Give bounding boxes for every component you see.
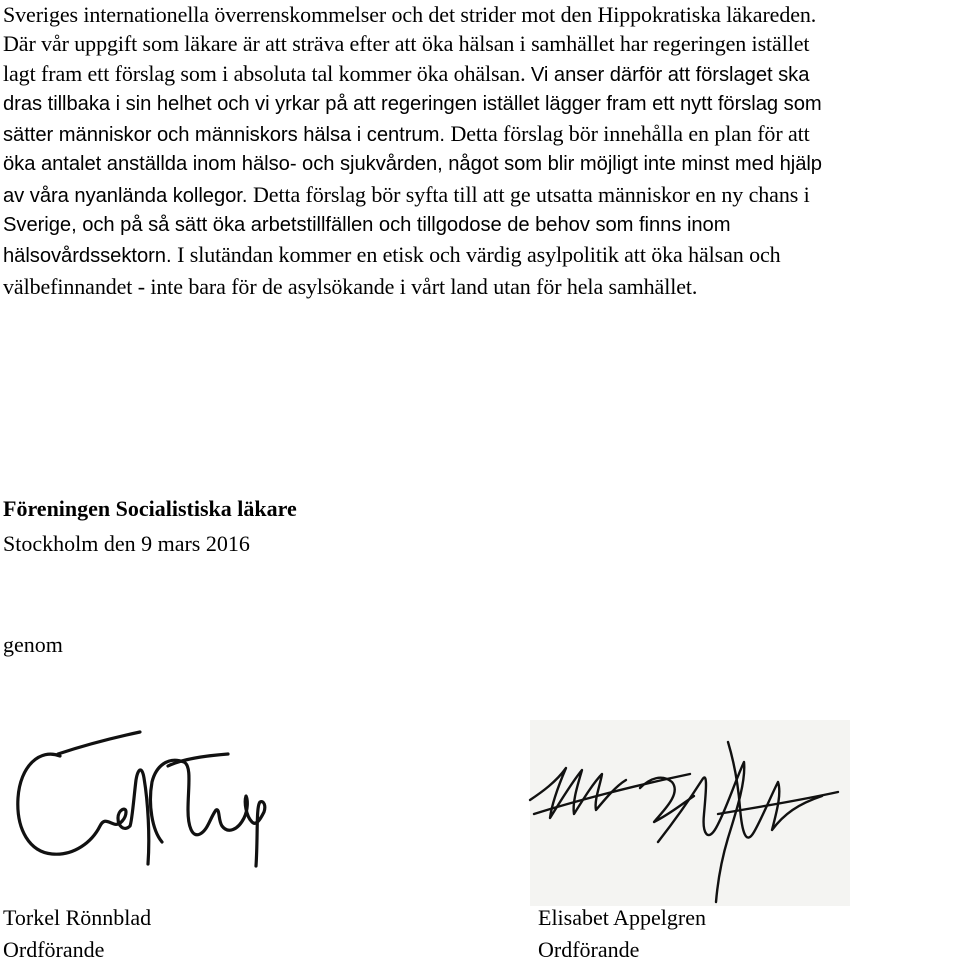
- body-line-5: [3, 119, 959, 150]
- body-line-7: [3, 180, 959, 211]
- signature-elisabet-appelgren: [522, 722, 852, 908]
- body-line-10: välbefinnandet - inte bara för de asylsökande i vårt land utan för hela samhället.: [3, 273, 698, 299]
- signatory-left-role: Ordförande: [3, 937, 105, 962]
- body-line-5-serif: Detta förslag bör innehålla en plan för att: [450, 121, 810, 147]
- signatory-right-role: Ordförande: [538, 937, 640, 962]
- sig-left-stroke-3: [150, 760, 264, 866]
- body-line-2: Där vår uppgift som läkare är att sträva efter att öka hälsan i samhället har regeringen istället: [3, 31, 810, 57]
- signatory-right-name: Elisabet Appelgren: [538, 905, 707, 930]
- signature-torkel-ronnblad: [12, 726, 282, 876]
- sig-left-stroke-1: [18, 754, 149, 864]
- signatory-right: [538, 902, 706, 966]
- body-line-8: Sverige, och på så sätt öka arbetstillfällen och tillgodose de behov som finns inom: [3, 214, 731, 237]
- sig-right-stroke-4: [658, 762, 744, 902]
- body-line-5-sans: sätter människor och människors hälsa i centrum.: [3, 124, 451, 147]
- signatory-left: [3, 902, 151, 966]
- place-and-date: Stockholm den 9 mars 2016: [3, 531, 250, 556]
- body-line-9: [3, 240, 959, 271]
- body-line-9-sans: hälsovårdssektorn.: [3, 245, 178, 268]
- body-line-4: dras tillbaka i sin helhet och vi yrkar på att regeringen istället lägger fram ett nytt förslag som: [3, 92, 822, 115]
- body-line-3-sans: Vi anser därför att förslaget ska: [530, 63, 810, 86]
- body-line-7-serif: Detta förslag bör syfta till att ge utsatta människor en ny chans i: [253, 181, 810, 207]
- signatory-left-name: Torkel Rönnblad: [3, 905, 152, 930]
- sig-left-stroke-2: [58, 732, 140, 754]
- body-line-6: öka antalet anställda inom hälso- och sjukvården, något som blir möjligt inte minst med hjälp: [3, 153, 822, 176]
- body-line-3-serif: lagt fram ett förslag som i absoluta tal kommer öka ohälsan.: [3, 60, 531, 86]
- organization-name: Föreningen Socialistiska läkare: [3, 496, 297, 521]
- via-word: genom: [3, 632, 63, 657]
- letter-body: [3, 0, 959, 301]
- body-line-1: Sveriges internationella överrenskommelser och det strider mot den Hippokratiska läkareden.: [3, 2, 817, 27]
- body-line-7-sans: av våra nyanlända kollegor.: [3, 184, 253, 207]
- body-line-9-serif: I slutändan kommer en etisk och värdig asylpolitik att öka hälsan och: [177, 242, 781, 268]
- body-line-3: [3, 59, 959, 90]
